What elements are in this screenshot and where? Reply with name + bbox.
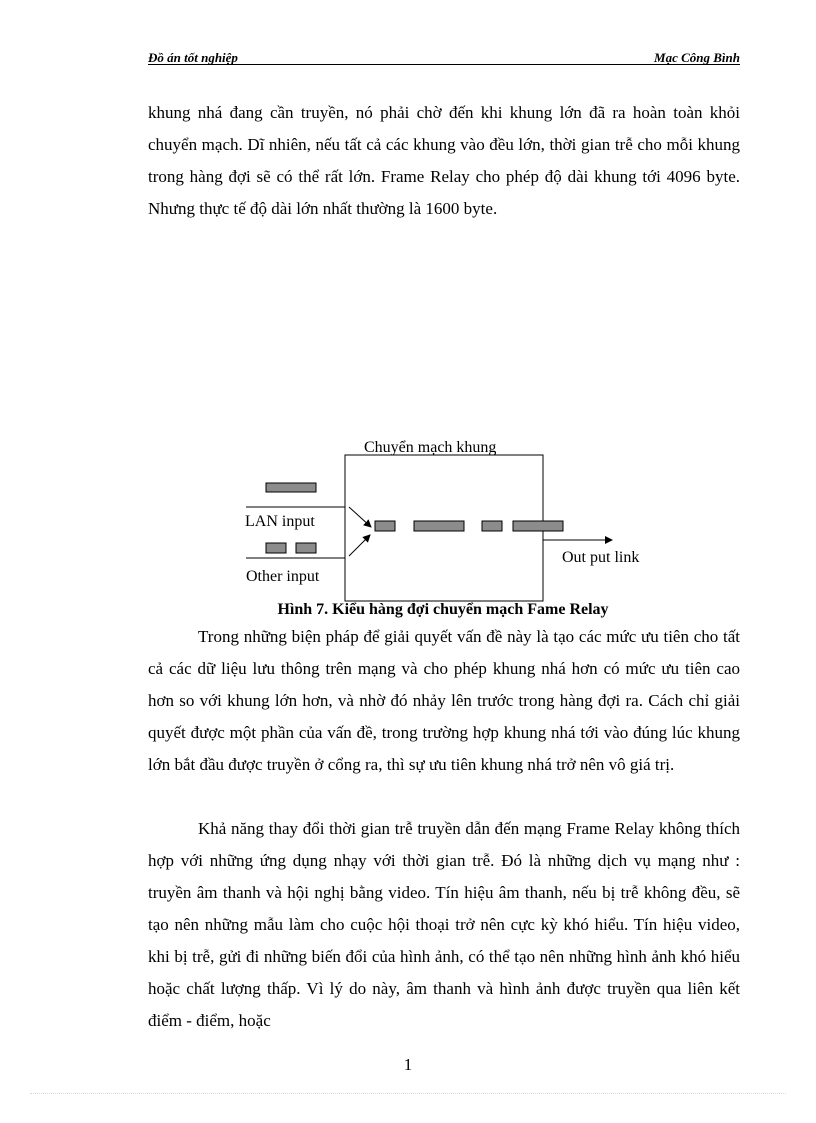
header-title: Đồ án tốt nghiệp	[148, 50, 238, 65]
paragraph-3: Khả năng thay đổi thời gian trễ truyền dẫn đến mạng Frame Relay không thích hợp với những ứng dụng nhạy với thời gian trễ. Đó là những dịch vụ mạng như : truyền âm thanh và hội nghị bằng video. Tín hiệu âm thanh, nếu bị trễ không đều, sẽ tạo nên những mẫu làm cho cuộc hội thoại trở nên cực kỳ khó hiểu. Tín hiệu video, khi bị trễ, gửi đi những biến đổi của hình ảnh, có thể tạo nên những hình ảnh khó hiểu hoặc chất lượng thấp. Vì lý do này, âm thanh và hình ảnh được truyền qua liên kết điểm - điểm, hoặc	[148, 819, 740, 1030]
figure-caption: Hình 7. Kiểu hàng đợi chuyển mạch Fame Relay	[277, 601, 609, 618]
switch-box-label: Chuyển mạch khung	[364, 439, 497, 456]
other-input-label: Other input	[246, 568, 320, 585]
page-number: 1	[403, 1055, 413, 1074]
output-link-label: Out put link	[562, 549, 640, 566]
queue-frame-3	[482, 521, 502, 531]
header-author: Mạc Công Bình	[654, 50, 740, 65]
queue-frame-4	[513, 521, 563, 531]
lan-input-label: LAN input	[245, 513, 315, 530]
footer-divider	[30, 1093, 786, 1094]
queue-frame-1	[375, 521, 395, 531]
other-input-frame-1	[266, 543, 286, 553]
lan-input-frame	[266, 483, 316, 492]
lan-input-arrow	[349, 507, 371, 527]
paragraph-1: khung nhá đang cần truyền, nó phải chờ đến khi khung lớn đã ra hoàn toàn khỏi chuyển mạch. Dĩ nhiên, nếu tất cả các khung vào đều lớn, thời gian trễ cho mỗi khung trong hàng đợi sẽ có thể rất lớn. Frame Relay cho phép độ dài khung tới 4096 byte. Nhưng thực tế độ dài lớn nhất thường là 1600 byte.	[148, 103, 740, 218]
paragraph-2: Trong những biện pháp để giải quyết vấn đề này là tạo các mức ưu tiên cho tất cả các dữ liệu lưu thông trên mạng và cho phép khung nhá hơn có mức ưu tiên cao hơn so với khung lớn hơn, và nhờ đó nhảy lên trước trong hàng đợi ra. Cách chỉ giải quyết được một phần của vấn đề, trong trường hợp khung nhá tới vào đúng lúc khung lớn bắt đầu được truyền ở cổng ra, thì sự ưu tiên khung nhá trở nên vô giá trị.	[148, 627, 740, 774]
other-input-arrow	[349, 535, 370, 556]
queue-frame-2	[414, 521, 464, 531]
other-input-frame-2	[296, 543, 316, 553]
